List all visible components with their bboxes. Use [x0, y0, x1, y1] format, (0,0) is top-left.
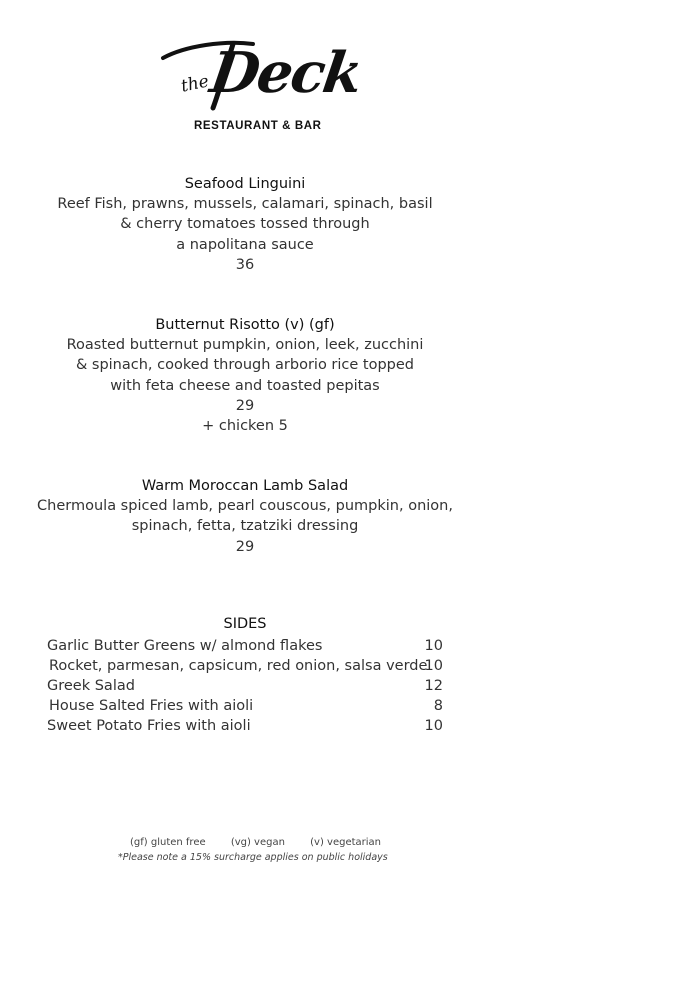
dish-description-line: a napolitana sauce	[176, 236, 314, 253]
dish-name: Butternut Risotto (v) (gf)	[155, 317, 335, 333]
logo-subtitle: RESTAURANT & BAR	[194, 120, 322, 132]
dish-description-line: & spinach, cooked through arborio rice topped	[75, 357, 415, 374]
side-price: 10	[424, 638, 443, 654]
dish-description-line: Reef Fish, prawns, mussels, calamari, spinach, basil	[57, 196, 433, 213]
dietary-legend	[130, 837, 403, 848]
legend-gluten-free: (gf) gluten free	[130, 837, 206, 848]
dish-name: Warm Moroccan Lamb Salad	[141, 478, 349, 494]
sides-heading: SIDES	[223, 616, 267, 632]
side-name: Garlic Butter Greens w/ almond flakes	[47, 638, 323, 654]
logo-the-text: the	[179, 71, 211, 97]
dish-description-line: Chermoula spiced lamb, pearl couscous, pumpkin, onion,	[37, 498, 453, 515]
side-item	[47, 716, 447, 736]
side-price: 10	[424, 658, 443, 674]
dish-addon: + chicken 5	[202, 418, 288, 435]
dish-description-line: & cherry tomatoes tossed through	[120, 216, 370, 233]
side-item	[49, 696, 449, 716]
side-item	[47, 636, 447, 656]
dish-price: 29	[235, 538, 255, 555]
dish-price: 36	[235, 256, 255, 273]
dish-description-line: spinach, fetta, tzatziki dressing	[131, 518, 359, 535]
dish-item	[30, 174, 460, 275]
dish-description-line: with feta cheese and toasted pepitas	[110, 377, 380, 394]
side-name: House Salted Fries with aioli	[49, 698, 254, 714]
side-name: Sweet Potato Fries with aioli	[47, 718, 251, 734]
side-name: Greek Salad	[47, 678, 135, 694]
side-price: 10	[424, 718, 443, 734]
side-name: Rocket, parmesan, capsicum, red onion, salsa verde	[49, 658, 428, 674]
side-price: 8	[433, 698, 443, 714]
side-item	[47, 676, 447, 696]
dish-description-line: Roasted butternut pumpkin, onion, leek, zucchini	[66, 337, 424, 354]
side-item	[49, 656, 449, 676]
dish-item	[30, 476, 460, 557]
dish-name: Seafood Linguini	[184, 176, 306, 192]
legend-vegetarian: (v) vegetarian	[310, 837, 382, 848]
dish-price: 29	[235, 397, 255, 414]
logo-deck-text: Deck	[206, 40, 365, 106]
surcharge-note: *Please note a 15% surcharge applies on public holidays	[118, 852, 388, 863]
dish-item	[30, 315, 460, 436]
legend-vegan: (vg) vegan	[230, 837, 285, 848]
side-price: 12	[424, 678, 443, 694]
restaurant-logo	[155, 30, 365, 140]
